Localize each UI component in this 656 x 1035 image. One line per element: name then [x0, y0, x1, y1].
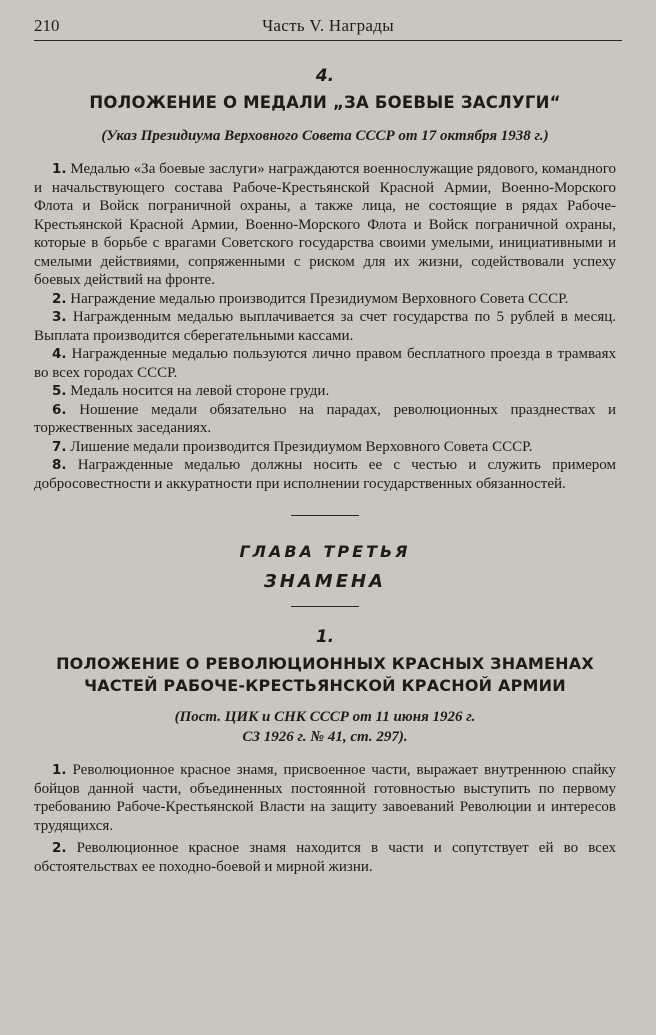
paragraph-number: 6.: [52, 401, 67, 418]
paragraph-number: 4.: [52, 346, 67, 362]
paragraph: [34, 382, 616, 401]
paragraph-number: 7.: [52, 438, 67, 455]
paragraph-number: 2.: [52, 840, 67, 856]
section-title: ПОЛОЖЕНИЕ О МЕДАЛИ „ЗА БОЕВЫЕ ЗАСЛУГИ“: [89, 93, 561, 112]
chapter-label: ГЛАВА ТРЕТЬЯ: [239, 542, 411, 561]
paragraph: [34, 839, 616, 876]
banner-section: [34, 627, 616, 876]
source-line-2: СЗ 1926 г. № 41, ст. 297).: [242, 729, 408, 745]
paragraph: [34, 308, 616, 345]
paragraph-number: 3.: [52, 309, 67, 325]
chapter-title: ЗНАМЕНА: [264, 571, 386, 592]
chapter-heading: [34, 542, 616, 592]
section-divider: [291, 515, 359, 516]
paragraph-text: Медалью «За боевые заслуги» награждаются военнослужащие рядового, командного и начальствующего состава Рабоче-Крестьянской Красной Армии, Военно-Морского Флота и Войск пограничной охраны, а также лица, не состоящие в рядах Рабоче-Крестьянской Красной Армии, Военно-Морского Флота и Войск пограничной охраны, которые в борьбе с врагами Советского государства своими умелыми, инициативными и смелыми действиями, сопряженными с риском для их жизни, содействовали успеху боевых действий на фронте.: [34, 161, 616, 288]
paragraph-text: Медаль носится на левой стороне груди.: [70, 383, 330, 399]
section-source: (Указ Президиума Верховного Совета СССР от 17 октября 1938 г.): [101, 128, 549, 144]
paragraph: [34, 345, 616, 382]
paragraph: [34, 401, 616, 438]
section-number: 1.: [315, 627, 335, 647]
source-line-1: (Пост. ЦИК и СНК СССР от 11 июня 1926 г.: [174, 709, 476, 725]
paragraph-number: 1.: [52, 762, 67, 778]
section-number: 4.: [315, 66, 335, 86]
paragraph: [34, 438, 616, 457]
paragraph-number: 8.: [52, 457, 67, 473]
medal-section: [34, 66, 616, 493]
paragraph-text: Награжденные медалью должны носить ее с честью и служить примером добросовестности и аккуратности при исполнении государственных обязанностей.: [34, 457, 617, 492]
running-header: [34, 16, 622, 41]
page-content: [34, 66, 616, 876]
section-source: [34, 707, 616, 747]
paragraph-number: 5.: [52, 383, 67, 399]
running-title: Часть V. Награды: [262, 16, 394, 35]
section-title-line-1: ПОЛОЖЕНИЕ О РЕВОЛЮЦИОННЫХ КРАСНЫХ ЗНАМЕНАХ: [56, 654, 594, 673]
section-title-line-2: ЧАСТЕЙ РАБОЧЕ-КРЕСТЬЯНСКОЙ КРАСНОЙ АРМИИ: [84, 676, 566, 695]
paragraph-text: Ношение медали обязательно на парадах, революционных празднествах и торжественных заседаниях.: [34, 401, 616, 436]
paragraph-number: 1.: [52, 161, 67, 177]
paragraph: [34, 456, 616, 493]
paragraph-text: Лишение медали производится Президиумом Верховного Совета СССР.: [70, 438, 533, 455]
paragraph-text: Награждение медалью производится Президиумом Верховного Совета СССР.: [70, 290, 569, 307]
paragraph-number: 2.: [52, 290, 67, 307]
page-number: 210: [34, 16, 60, 35]
paragraph: [34, 761, 616, 835]
paragraph-text: Революционное красное знамя находится в части и сопутствует ей во всех обстоятельствах ее походно-боевой и мирной жизни.: [34, 840, 617, 875]
paragraph-text: Революционное красное знамя, присвоенное части, выражает внутреннюю спайку бойцов данной части, объединенных постоянной готовностью выступить по первому требованию Рабоче-Крестьянской Власти на защиту завоеваний Революции и интересов трудящихся.: [34, 762, 617, 834]
paragraph-text: Награжденные медалью пользуются лично правом бесплатного проезда в трамваях во всех городах СССР.: [34, 346, 616, 381]
chapter-divider: [291, 606, 359, 607]
paragraph: [34, 160, 616, 290]
paragraph-text: Награжденным медалью выплачивается за счет государства по 5 рублей в месяц. Выплата производится сберегательными кассами.: [34, 309, 616, 344]
paragraph: [34, 290, 616, 309]
